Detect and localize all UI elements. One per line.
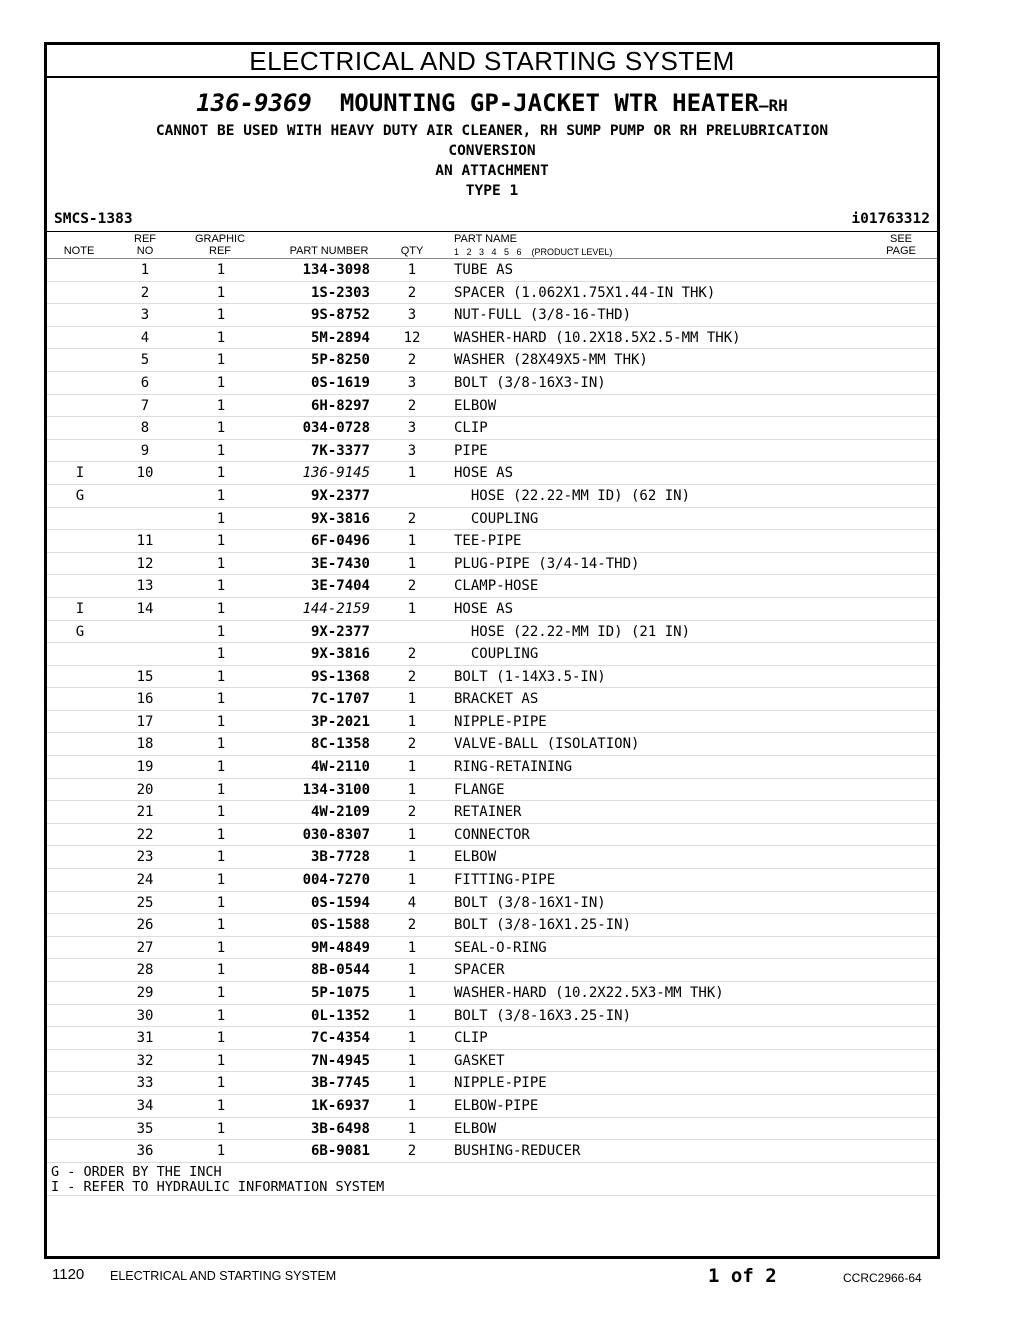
table-row xyxy=(47,1050,937,1073)
table-row xyxy=(47,1140,937,1163)
table-row xyxy=(47,756,937,779)
row-note: I xyxy=(75,600,85,617)
col-see-page xyxy=(875,233,927,257)
row-part-name: CLAMP-HOSE xyxy=(454,578,539,595)
legend-line: I - REFER TO HYDRAULIC INFORMATION SYSTEM xyxy=(51,1178,385,1195)
row-ref-no: 1 xyxy=(140,262,150,278)
row-part-name: FITTING-PIPE xyxy=(454,872,556,889)
col-qty: QTY xyxy=(400,245,424,257)
row-ref-no: 3 xyxy=(140,307,150,324)
row-part-number: 030-8307 xyxy=(302,826,370,843)
row-part-number: 7C-1707 xyxy=(310,691,370,708)
row-part-number: 136-9145 xyxy=(302,465,370,482)
row-part-name: SPACER (1.062X1.75X1.44-IN THK) xyxy=(454,284,716,301)
parts-page-frame xyxy=(44,42,940,1259)
table-row xyxy=(47,395,937,418)
row-qty: 2 xyxy=(407,917,417,934)
row-qty: 2 xyxy=(407,284,417,301)
row-qty: 1 xyxy=(407,985,417,1001)
row-qty: 1 xyxy=(407,1075,417,1092)
row-qty: 1 xyxy=(407,691,417,708)
row-qty: 3 xyxy=(407,307,417,324)
row-part-number: 1K-6937 xyxy=(310,1097,370,1114)
row-ref-no: 9 xyxy=(140,442,150,459)
row-part-name: WASHER (28X49X5-MM THK) xyxy=(454,352,648,369)
row-part-name: NIPPLE-PIPE xyxy=(454,713,547,730)
row-qty: 1 xyxy=(407,1030,417,1047)
table-row xyxy=(47,1005,937,1028)
row-ref-no: 12 xyxy=(136,555,154,572)
row-part-name: NIPPLE-PIPE xyxy=(454,1075,547,1092)
group-note-line: AN ATTACHMENT xyxy=(435,163,549,179)
row-part-number: 5P-1075 xyxy=(310,985,370,1001)
row-ref-no: 19 xyxy=(136,759,154,776)
row-graphic-ref: 1 xyxy=(216,1143,226,1160)
row-part-number: 0L-1352 xyxy=(310,1007,370,1024)
row-qty: 12 xyxy=(403,329,421,346)
row-graphic-ref: 1 xyxy=(216,329,226,346)
row-ref-no: 8 xyxy=(140,420,150,437)
row-graphic-ref: 1 xyxy=(216,849,226,866)
row-ref-no: 28 xyxy=(136,962,154,979)
row-graphic-ref: 1 xyxy=(216,1030,226,1047)
row-graphic-ref: 1 xyxy=(216,533,226,550)
row-graphic-ref: 1 xyxy=(216,600,226,617)
row-note: I xyxy=(75,465,85,482)
row-part-number: 4W-2109 xyxy=(310,804,370,821)
row-part-number: 3P-2021 xyxy=(310,713,370,730)
row-graphic-ref: 1 xyxy=(216,284,226,301)
table-row xyxy=(47,530,937,553)
row-ref-no: 10 xyxy=(136,465,154,482)
row-ref-no: 26 xyxy=(136,917,154,934)
document-id: i01763312 xyxy=(851,211,930,227)
row-qty: 1 xyxy=(407,533,417,550)
row-part-number: 3B-7728 xyxy=(310,849,370,866)
row-graphic-ref: 1 xyxy=(216,1075,226,1092)
table-row xyxy=(47,485,937,508)
row-qty: 2 xyxy=(407,1143,417,1160)
row-part-name: CLIP xyxy=(454,420,488,437)
row-ref-no: 18 xyxy=(136,736,154,753)
table-row xyxy=(47,914,937,937)
row-ref-no: 21 xyxy=(136,804,154,821)
col-see-page-line: SEE xyxy=(889,233,912,245)
row-part-name: SEAL-O-RING xyxy=(454,939,547,956)
row-part-name: ELBOW xyxy=(454,397,497,414)
row-part-number: 9X-3816 xyxy=(310,510,370,527)
row-part-name: RETAINER xyxy=(454,804,522,821)
table-row xyxy=(47,349,937,372)
row-ref-no: 24 xyxy=(136,872,154,889)
row-part-name: RING-RETAINING xyxy=(454,759,573,776)
row-part-name: BOLT (1-14X3.5-IN) xyxy=(454,668,606,685)
row-ref-no: 5 xyxy=(140,352,150,369)
row-graphic-ref: 1 xyxy=(216,917,226,934)
table-row xyxy=(47,959,937,982)
row-part-number: 034-0728 xyxy=(302,420,370,437)
row-graphic-ref: 1 xyxy=(216,1007,226,1024)
row-graphic-ref: 1 xyxy=(216,826,226,843)
row-part-number: 5M-2894 xyxy=(310,329,370,346)
row-part-number: 3E-7430 xyxy=(310,555,370,572)
row-ref-no: 31 xyxy=(136,1030,154,1047)
row-ref-no: 35 xyxy=(136,1120,154,1137)
row-part-number: 9S-8752 xyxy=(310,307,370,324)
row-graphic-ref: 1 xyxy=(216,487,226,504)
table-row xyxy=(47,892,937,915)
row-qty: 1 xyxy=(407,759,417,776)
legend xyxy=(47,1163,937,1196)
row-part-number: 9S-1368 xyxy=(310,668,370,685)
col-ref xyxy=(125,233,165,257)
table-row xyxy=(47,575,937,598)
row-qty: 2 xyxy=(407,646,417,663)
col-part-name: PART NAME xyxy=(454,233,517,245)
row-qty: 1 xyxy=(407,939,417,956)
row-graphic-ref: 1 xyxy=(216,939,226,956)
table-row xyxy=(47,1027,937,1050)
row-qty: 1 xyxy=(407,262,417,278)
row-ref-no: 32 xyxy=(136,1052,154,1069)
row-graphic-ref: 1 xyxy=(216,1097,226,1114)
row-qty: 1 xyxy=(407,781,417,798)
row-ref-no: 29 xyxy=(136,985,154,1001)
row-qty: 3 xyxy=(407,442,417,459)
table-row xyxy=(47,417,937,440)
row-part-number: 0S-1588 xyxy=(310,917,370,934)
row-graphic-ref: 1 xyxy=(216,781,226,798)
row-part-name: SPACER xyxy=(454,962,505,979)
row-part-number: 6B-9081 xyxy=(310,1143,370,1160)
table-row xyxy=(47,824,937,847)
col-product-level: 1 2 3 4 5 6 (PRODUCT LEVEL) xyxy=(454,247,613,257)
footer-section: ELECTRICAL AND STARTING SYSTEM xyxy=(110,1269,337,1283)
row-part-name: HOSE AS xyxy=(454,600,514,617)
row-part-number: 9X-3816 xyxy=(310,646,370,663)
col-part-number: PART NUMBER xyxy=(289,245,369,257)
table-row xyxy=(47,598,937,621)
row-graphic-ref: 1 xyxy=(216,872,226,889)
row-ref-no: 2 xyxy=(140,284,150,301)
row-part-name: CONNECTOR xyxy=(454,826,530,843)
legend-line: G - ORDER BY THE INCH xyxy=(51,1163,222,1180)
row-ref-no: 27 xyxy=(136,939,154,956)
table-row xyxy=(47,779,937,802)
col-graphic-ref-line: REF xyxy=(209,245,231,257)
row-ref-no: 22 xyxy=(136,826,154,843)
row-part-number: 7C-4354 xyxy=(310,1030,370,1047)
group-note-line: TYPE 1 xyxy=(465,183,519,199)
row-note: G xyxy=(75,623,85,640)
row-part-name: PLUG-PIPE (3/4-14-THD) xyxy=(454,555,640,572)
row-ref-no: 20 xyxy=(136,781,154,798)
row-part-name: COUPLING xyxy=(454,646,539,663)
row-graphic-ref: 1 xyxy=(216,668,226,685)
row-qty: 1 xyxy=(407,826,417,843)
row-ref-no: 14 xyxy=(136,600,154,617)
row-qty: 1 xyxy=(407,600,417,617)
row-part-number: 9X-2377 xyxy=(310,487,370,504)
row-ref-no: 16 xyxy=(136,691,154,708)
row-graphic-ref: 1 xyxy=(216,262,226,278)
row-part-number: 8C-1358 xyxy=(310,736,370,753)
row-part-number: 6H-8297 xyxy=(310,397,370,414)
table-row xyxy=(47,982,937,1005)
row-graphic-ref: 1 xyxy=(216,555,226,572)
row-part-name: BRACKET AS xyxy=(454,691,539,708)
row-graphic-ref: 1 xyxy=(216,623,226,640)
table-row xyxy=(47,733,937,756)
row-graphic-ref: 1 xyxy=(216,804,226,821)
row-part-name: BUSHING-REDUCER xyxy=(454,1143,581,1160)
row-ref-no: 7 xyxy=(140,397,150,414)
row-part-number: 3B-6498 xyxy=(310,1120,370,1137)
section-title: ELECTRICAL AND STARTING SYSTEM xyxy=(47,45,937,78)
row-part-name: HOSE AS xyxy=(454,465,514,482)
row-graphic-ref: 1 xyxy=(216,352,226,369)
row-qty: 1 xyxy=(407,713,417,730)
page-number: 1120 xyxy=(52,1266,85,1283)
row-qty: 4 xyxy=(407,894,417,911)
row-part-name: ELBOW-PIPE xyxy=(454,1097,539,1114)
smcs-code: SMCS-1383 xyxy=(54,211,133,227)
row-graphic-ref: 1 xyxy=(216,962,226,979)
row-part-number: 0S-1619 xyxy=(310,374,370,391)
row-ref-no: 30 xyxy=(136,1007,154,1024)
page-footer xyxy=(0,1266,1020,1290)
row-note: G xyxy=(75,487,85,504)
table-row xyxy=(47,1095,937,1118)
row-graphic-ref: 1 xyxy=(216,691,226,708)
row-part-name: BOLT (3/8-16X3-IN) xyxy=(454,374,606,391)
row-part-number: 3B-7745 xyxy=(310,1075,370,1092)
row-qty: 1 xyxy=(407,1007,417,1024)
row-part-number: 9X-2377 xyxy=(310,623,370,640)
group-header xyxy=(47,88,937,201)
row-graphic-ref: 1 xyxy=(216,713,226,730)
col-graphic-ref-line: GRAPHIC xyxy=(194,233,246,245)
meta-row xyxy=(47,209,937,232)
row-graphic-ref: 1 xyxy=(216,465,226,482)
row-qty: 1 xyxy=(407,465,417,482)
row-part-number: 004-7270 xyxy=(302,872,370,889)
row-part-number: 0S-1594 xyxy=(310,894,370,911)
table-row xyxy=(47,553,937,576)
document-code: CCRC2966-64 xyxy=(843,1271,922,1285)
row-qty: 2 xyxy=(407,397,417,414)
parts-table xyxy=(47,259,937,1163)
row-part-name: BOLT (3/8-16X3.25-IN) xyxy=(454,1007,632,1024)
row-part-number: 6F-0496 xyxy=(310,533,370,550)
row-qty: 1 xyxy=(407,962,417,979)
row-part-name: BOLT (3/8-16X1.25-IN) xyxy=(454,917,632,934)
row-part-number: 8B-0544 xyxy=(310,962,370,979)
row-part-number: 144-2159 xyxy=(302,600,370,617)
row-ref-no: 6 xyxy=(140,374,150,391)
row-ref-no: 13 xyxy=(136,578,154,595)
row-qty: 1 xyxy=(407,1052,417,1069)
row-graphic-ref: 1 xyxy=(216,759,226,776)
row-qty: 2 xyxy=(407,352,417,369)
row-qty: 1 xyxy=(407,1097,417,1114)
row-ref-no: 33 xyxy=(136,1075,154,1092)
group-name: MOUNTING GP-JACKET WTR HEATER xyxy=(339,89,759,117)
table-row xyxy=(47,508,937,531)
col-graphic-ref xyxy=(187,233,253,257)
row-qty: 1 xyxy=(407,1120,417,1137)
row-part-number: 1S-2303 xyxy=(310,284,370,301)
row-ref-no: 36 xyxy=(136,1143,154,1160)
row-graphic-ref: 1 xyxy=(216,442,226,459)
col-note: NOTE xyxy=(63,245,95,257)
table-row xyxy=(47,869,937,892)
row-qty: 2 xyxy=(407,578,417,595)
row-part-name: FLANGE xyxy=(454,781,505,798)
table-row xyxy=(47,1118,937,1141)
col-see-page-line: PAGE xyxy=(886,245,916,257)
row-part-name: TUBE AS xyxy=(454,262,514,278)
row-part-name: COUPLING xyxy=(454,510,539,527)
table-row xyxy=(47,846,937,869)
group-part-number: 136-9369 xyxy=(196,89,312,117)
row-ref-no: 23 xyxy=(136,849,154,866)
table-row xyxy=(47,304,937,327)
row-part-name: ELBOW xyxy=(454,1120,497,1137)
row-part-name: CLIP xyxy=(454,1030,488,1047)
row-ref-no: 11 xyxy=(136,533,154,550)
row-graphic-ref: 1 xyxy=(216,374,226,391)
row-part-name: HOSE (22.22-MM ID) (62 IN) xyxy=(454,487,691,504)
table-row xyxy=(47,327,937,350)
row-part-number: 4W-2110 xyxy=(310,759,370,776)
row-qty: 2 xyxy=(407,804,417,821)
row-graphic-ref: 1 xyxy=(216,736,226,753)
row-part-name: NUT-FULL (3/8-16-THD) xyxy=(454,307,632,324)
table-row xyxy=(47,1072,937,1095)
row-part-name: ELBOW xyxy=(454,849,497,866)
row-ref-no: 15 xyxy=(136,668,154,685)
table-row xyxy=(47,372,937,395)
row-graphic-ref: 1 xyxy=(216,1052,226,1069)
table-row xyxy=(47,282,937,305)
row-qty: 2 xyxy=(407,736,417,753)
table-row xyxy=(47,259,937,282)
row-part-number: 5P-8250 xyxy=(310,352,370,369)
row-graphic-ref: 1 xyxy=(216,646,226,663)
row-ref-no: 4 xyxy=(140,329,150,346)
table-row xyxy=(47,801,937,824)
row-qty: 3 xyxy=(407,420,417,437)
row-part-name: WASHER-HARD (10.2X18.5X2.5-MM THK) xyxy=(454,329,741,346)
page-of: 1 of 2 xyxy=(708,1265,777,1287)
row-graphic-ref: 1 xyxy=(216,894,226,911)
row-graphic-ref: 1 xyxy=(216,307,226,324)
row-part-number: 134-3100 xyxy=(302,781,370,798)
group-note-line: CONVERSION xyxy=(448,143,536,159)
group-suffix: —RH xyxy=(758,96,788,115)
row-part-name: VALVE-BALL (ISOLATION) xyxy=(454,736,640,753)
row-part-number: 9M-4849 xyxy=(310,939,370,956)
row-part-number: 7K-3377 xyxy=(310,442,370,459)
table-row xyxy=(47,711,937,734)
row-graphic-ref: 1 xyxy=(216,510,226,527)
row-qty: 1 xyxy=(407,849,417,866)
col-ref-line: REF xyxy=(134,233,156,245)
row-ref-no: 17 xyxy=(136,713,154,730)
table-row xyxy=(47,440,937,463)
row-ref-no: 25 xyxy=(136,894,154,911)
row-part-name: BOLT (3/8-16X1-IN) xyxy=(454,894,606,911)
row-part-name: PIPE xyxy=(454,442,488,459)
row-ref-no: 34 xyxy=(136,1097,154,1114)
row-part-name: TEE-PIPE xyxy=(454,533,522,550)
table-row xyxy=(47,462,937,485)
table-row xyxy=(47,643,937,666)
row-qty: 3 xyxy=(407,374,417,391)
row-part-number: 3E-7404 xyxy=(310,578,370,595)
row-part-name: GASKET xyxy=(454,1052,505,1069)
row-qty: 1 xyxy=(407,555,417,572)
row-graphic-ref: 1 xyxy=(216,1120,226,1137)
table-row xyxy=(47,666,937,689)
row-graphic-ref: 1 xyxy=(216,397,226,414)
group-title xyxy=(47,88,937,121)
row-qty: 1 xyxy=(407,872,417,889)
row-part-name: HOSE (22.22-MM ID) (21 IN) xyxy=(454,623,691,640)
row-graphic-ref: 1 xyxy=(216,985,226,1001)
row-part-number: 7N-4945 xyxy=(310,1052,370,1069)
row-part-number: 134-3098 xyxy=(302,262,370,278)
row-part-name: WASHER-HARD (10.2X22.5X3-MM THK) xyxy=(454,985,724,1001)
row-qty: 2 xyxy=(407,668,417,685)
group-note-line: CANNOT BE USED WITH HEAVY DUTY AIR CLEANER, RH SUMP PUMP OR RH PRELUBRICATION xyxy=(155,123,829,139)
col-ref-line: NO xyxy=(136,245,154,257)
row-graphic-ref: 1 xyxy=(216,578,226,595)
row-graphic-ref: 1 xyxy=(216,420,226,437)
table-row xyxy=(47,937,937,960)
table-row xyxy=(47,688,937,711)
table-row xyxy=(47,621,937,644)
row-qty: 2 xyxy=(407,510,417,527)
column-header xyxy=(47,232,937,259)
